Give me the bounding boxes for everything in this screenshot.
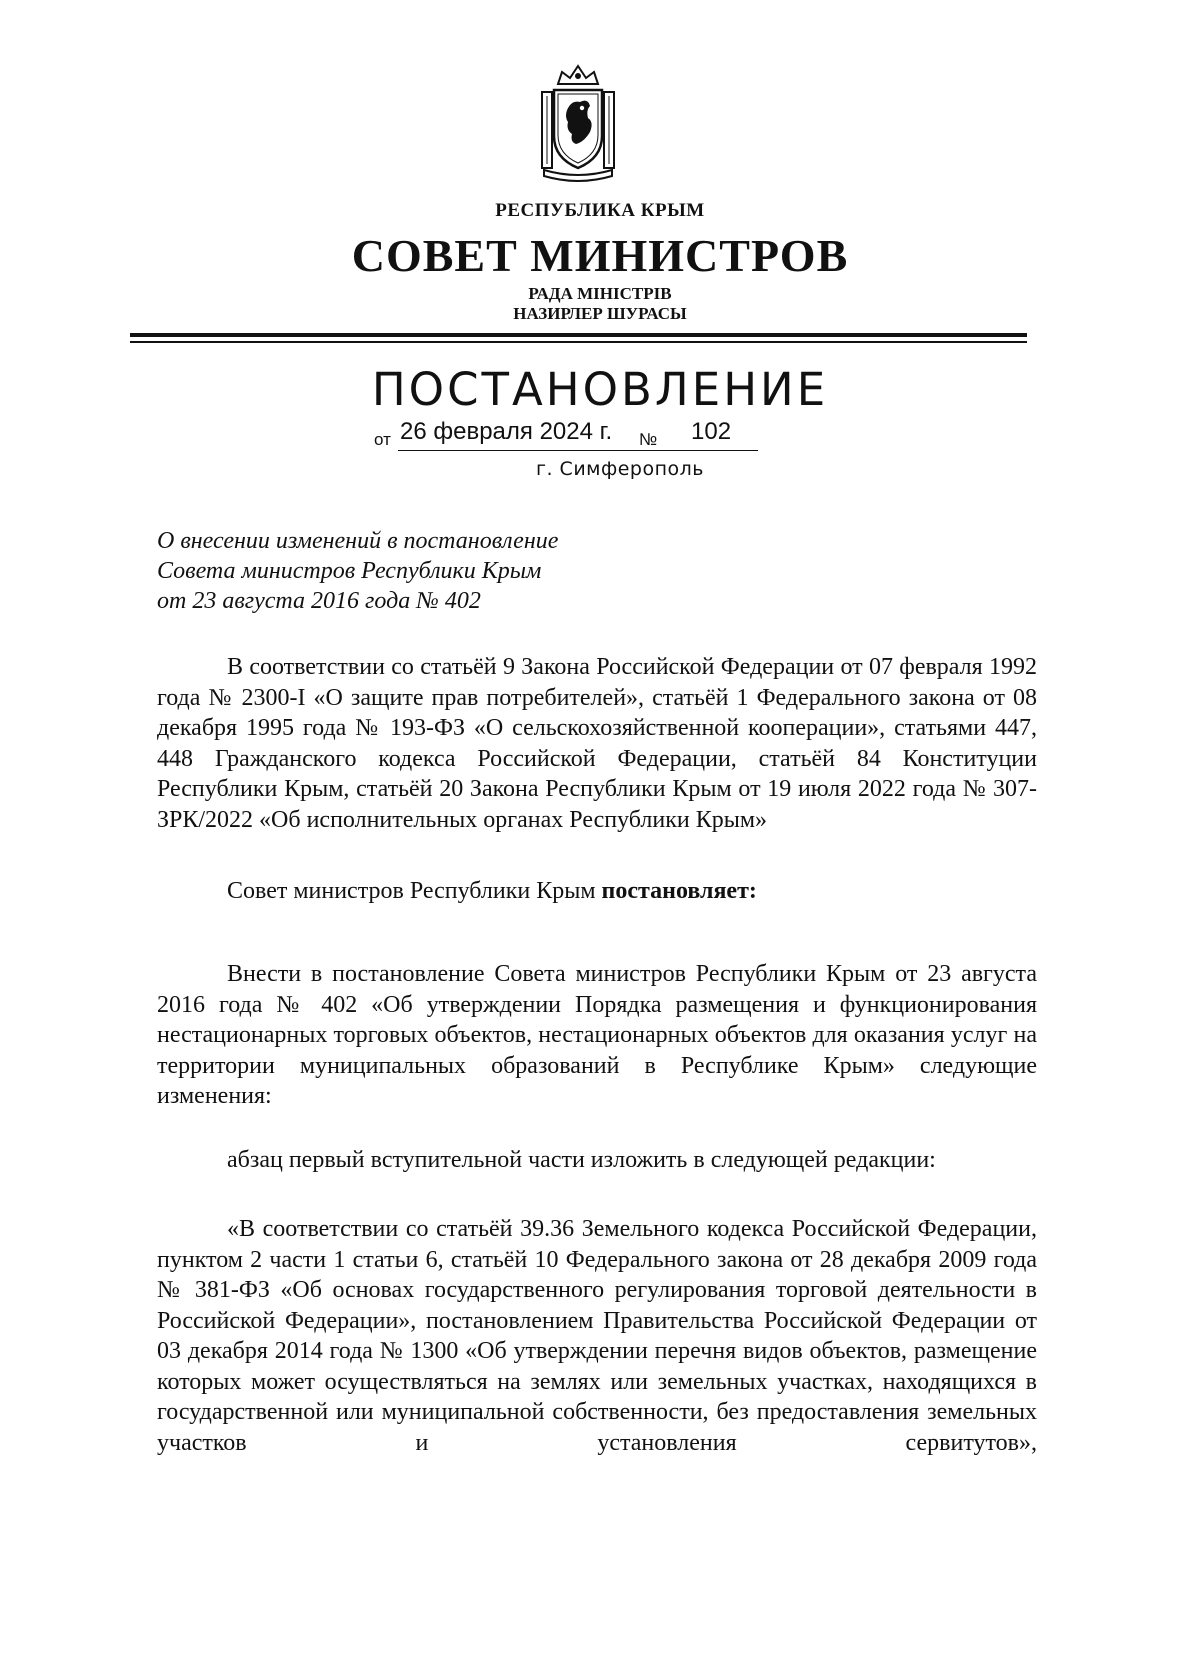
body-paragraph [157,1145,1037,1176]
resolves-keyword: постановляет: [601,878,757,904]
header-rule-thin [130,341,1027,343]
subject-line: Совета министров Республики Крым [157,558,542,584]
subject-line: от 23 августа 2016 года № 402 [157,588,481,614]
body-paragraph [157,1214,1037,1458]
document-date: 26 февраля 2024 г. [400,418,613,445]
body-paragraph [157,959,1037,1112]
body-paragraph [157,652,1037,835]
crimea-coat-of-arms-icon [538,62,618,182]
council-name-crimean-tatar: НАЗИРЛЕР ШУРАСЫ [513,304,687,323]
paragraph-text: В соответствии со статьёй 9 Закона Российской Федерации от 07 февраля 1992 года № 2300-I «О защите прав потребителей», статьёй 1 Федерального закона от 08 декабря 1995 года № 193-ФЗ «О сельскохозяйственной кооперации», статьями 447, 448 Гражданского кодекса Российской Федерации, статьёй 84 Конституции Республики Крым, статьёй 20 Закона Республики Крым от 19 июля 2022 года № 307-ЗРК/2022 «Об исполнительных органах Республики Крым» [157,654,1037,833]
republic-name: РЕСПУБЛИКА КРЫМ [495,200,705,221]
number-prefix: № [639,430,658,449]
resolution-paragraph [157,876,1037,907]
document-subject [157,526,558,616]
paragraph-text: абзац первый вступительной части изложить в следующей редакции: [227,1147,936,1173]
subject-line: О внесении изменений в постановление [157,528,559,554]
document-number: 102 [691,418,732,445]
council-name: СОВЕТ МИНИСТРОВ [351,230,849,281]
header-rule-thick [130,333,1027,337]
paragraph-text: «В соответствии со статьёй 39.36 Земельного кодекса Российской Федерации, пунктом 2 части 1 статьи 6, статьёй 10 Федерального закона от 28 декабря 2009 года № 381-ФЗ «Об основах государственного регулирования торговой деятельности в Российской Федерации», постановлением Правительства Российской Федерации от 03 декабря 2014 года № 1300 «Об утверждении перечня видов объектов, размещение которых может осуществляться на землях или земельных участках, находящихся в государственной или муниципальной собственности, без предоставления земельных участков и установления сервитутов», [157,1216,1037,1456]
document-city: г. Симферополь [535,458,705,480]
date-underline [398,450,758,451]
council-name-ukrainian: РАДА МІНІСТРІВ [528,284,672,303]
date-prefix: от [374,430,391,449]
paragraph-text: Совет министров Республики Крым [227,878,596,904]
document-type-title: ПОСТАНОВЛЕНИЕ [371,363,829,416]
paragraph-text: Внести в постановление Совета министров Республики Крым от 23 августа 2016 года № 402 «Об утверждении Порядка размещения и функционирования нестационарных торговых объектов, нестационарных объектов для оказания услуг на территории муниципальных образований в Республике Крым» следующие изменения: [157,961,1037,1109]
